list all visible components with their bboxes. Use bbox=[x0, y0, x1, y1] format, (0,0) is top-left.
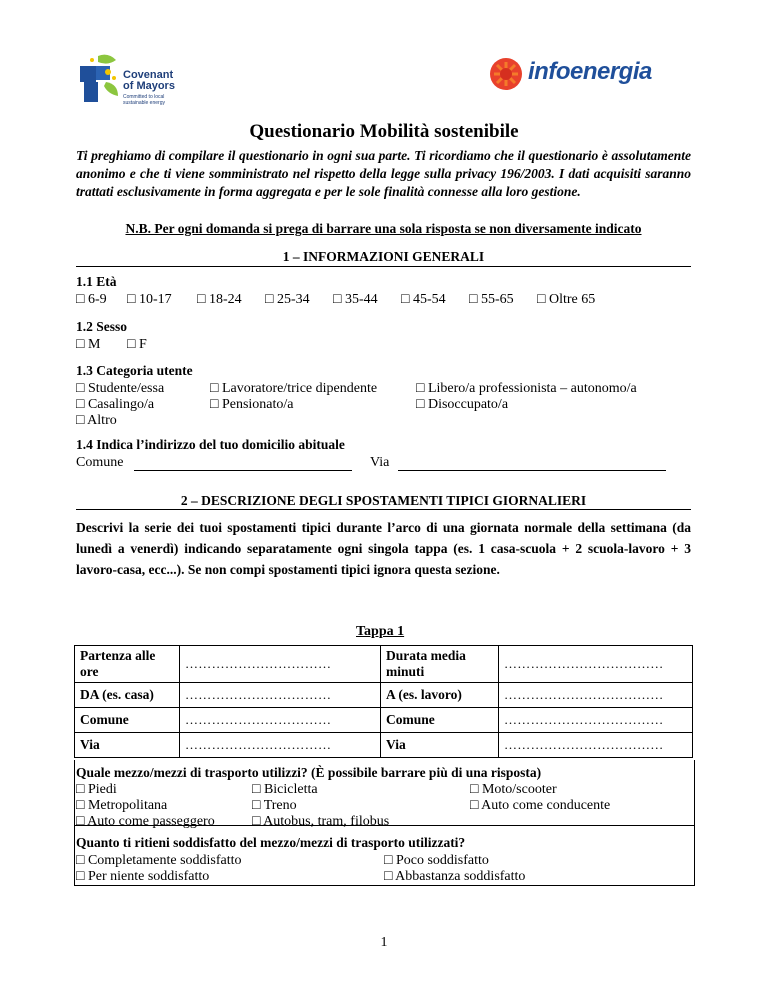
age-option-55-65[interactable]: □ 55-65 bbox=[469, 292, 514, 307]
mezzo-option-moto[interactable]: □ Moto/scooter bbox=[470, 782, 557, 797]
row-value-field[interactable]: ……………………………… bbox=[499, 708, 693, 733]
mezzo-option-piedi[interactable]: □ Piedi bbox=[76, 782, 117, 797]
category-option-pensionato[interactable]: □ Pensionato/a bbox=[210, 397, 294, 412]
category-option-casalingo[interactable]: □ Casalingo/a bbox=[76, 397, 155, 412]
table-row bbox=[75, 733, 693, 758]
table-row bbox=[75, 683, 693, 708]
category-option-altro[interactable]: □ Altro bbox=[76, 413, 117, 428]
row-value-field[interactable]: ……………………………… bbox=[499, 733, 693, 758]
row-value-field[interactable]: …………………………… bbox=[180, 708, 381, 733]
covenant-tagline: Committed to local sustainable energy bbox=[123, 94, 165, 106]
age-option-18-24[interactable]: □ 18-24 bbox=[197, 292, 242, 307]
mezzo-option-treno[interactable]: □ Treno bbox=[252, 798, 297, 813]
page-title: Questionario Mobilità sostenibile bbox=[249, 121, 519, 142]
mezzo-option-autobus[interactable]: □ Autobus, tram, filobus bbox=[252, 814, 390, 829]
age-option-35-44[interactable]: □ 35-44 bbox=[333, 292, 378, 307]
sex-option-m[interactable]: □ M bbox=[76, 337, 101, 352]
row-label: Partenza alle ore bbox=[75, 646, 180, 683]
covenant-of-mayors-logo bbox=[78, 50, 196, 114]
section1-heading: 1 – INFORMAZIONI GENERALI bbox=[282, 249, 485, 264]
table-row bbox=[75, 708, 693, 733]
mezzo-option-metropolitana[interactable]: □ Metropolitana bbox=[76, 798, 168, 813]
via-input-line[interactable] bbox=[398, 470, 666, 471]
row-label: Comune bbox=[75, 708, 180, 733]
row-value-field[interactable]: ……………………………… bbox=[499, 683, 693, 708]
sex-option-f[interactable]: □ F bbox=[127, 337, 147, 352]
row-value-field[interactable]: …………………………… bbox=[180, 683, 381, 708]
row-label: Comune bbox=[381, 708, 499, 733]
tappa-table bbox=[74, 645, 693, 758]
infoenergia-emblem-icon bbox=[488, 56, 524, 92]
covenant-emblem-icon bbox=[78, 52, 122, 112]
mezzo-option-auto-passeggero[interactable]: □ Auto come passeggero bbox=[76, 814, 215, 829]
nb-note: N.B. Per ogni domanda si prega di barrare una sola risposta se non diversamente indicato bbox=[125, 221, 642, 236]
row-label: DA (es. casa) bbox=[75, 683, 180, 708]
covenant-line2: of Mayors bbox=[123, 80, 175, 92]
covenant-line1: Covenant bbox=[123, 69, 174, 81]
table-row bbox=[75, 646, 693, 683]
mezzo-option-auto-conducente[interactable]: □ Auto come conducente bbox=[470, 798, 611, 813]
age-option-25-34[interactable]: □ 25-34 bbox=[265, 292, 310, 307]
soddisfazione-label: Quanto ti ritieni soddisfatto del mezzo/mezzi di trasporto utilizzati? bbox=[76, 835, 466, 850]
age-option-45-54[interactable]: □ 45-54 bbox=[401, 292, 446, 307]
age-option-6-9[interactable]: □ 6-9 bbox=[76, 292, 107, 307]
soddisfazione-option-completamente[interactable]: □ Completamente soddisfatto bbox=[76, 853, 242, 868]
mezzi-label: Quale mezzo/mezzi di trasporto utilizzi? (È possibile barrare più di una risposta) bbox=[76, 765, 542, 780]
via-label: Via bbox=[370, 455, 390, 470]
q2-label: 1.2 Sesso bbox=[76, 319, 128, 334]
age-option-10-17[interactable]: □ 10-17 bbox=[127, 292, 172, 307]
row-value-field[interactable]: …………………………… bbox=[180, 733, 381, 758]
comune-label: Comune bbox=[76, 455, 124, 470]
row-label: A (es. lavoro) bbox=[381, 683, 499, 708]
soddisfazione-option-abbastanza[interactable]: □ Abbastanza soddisfatto bbox=[384, 869, 526, 884]
row-label: Via bbox=[381, 733, 499, 758]
q4-label: 1.4 Indica l’indirizzo del tuo domicilio abituale bbox=[76, 437, 345, 452]
intro-text: Ti preghiamo di compilare il questionario in ogni sua parte. Ti ricordiamo che il questionario è assolutamente anonimo e che ti viene somministrato nel rispetto della legge sulla privacy 196/2003. I dati acquisiti saranno trattati esclusivamente in forma aggregata e per le sole finalità connesse alla loro gestione. bbox=[76, 148, 691, 199]
mezzo-option-bicicletta[interactable]: □ Bicicletta bbox=[252, 782, 318, 797]
category-option-libero-professionista[interactable]: □ Libero/a professionista – autonomo/a bbox=[416, 381, 637, 396]
category-option-disoccupato[interactable]: □ Disoccupato/a bbox=[416, 397, 509, 412]
section1-rule bbox=[76, 266, 691, 267]
category-option-studente[interactable]: □ Studente/essa bbox=[76, 381, 165, 396]
category-option-lavoratore[interactable]: □ Lavoratore/trice dipendente bbox=[210, 381, 378, 396]
row-value-field[interactable]: ……………………………… bbox=[499, 646, 693, 683]
section2-heading: 2 – DESCRIZIONE DEGLI SPOSTAMENTI TIPICI GIORNALIERI bbox=[180, 493, 587, 508]
soddisfazione-option-per-niente[interactable]: □ Per niente soddisfatto bbox=[76, 869, 210, 884]
row-value-field[interactable]: …………………………… bbox=[180, 646, 381, 683]
row-label: Durata media minuti bbox=[381, 646, 499, 683]
q1-label: 1.1 Età bbox=[76, 274, 117, 289]
section2-description: Descrivi la serie dei tuoi spostamenti tipici durante l’arco di una giornata normale della settimana (da lunedì a venerdì) indicando separatamente ogni singola tappa (es. 1 casa-scuola + 2 scuola-lavoro + 3 lavoro-casa, ecc...). Se non compi spostamenti tipici ignora questa sezione. bbox=[76, 520, 691, 577]
age-option-oltre-65[interactable]: □ Oltre 65 bbox=[537, 292, 596, 307]
section2-rule bbox=[76, 509, 691, 510]
comune-input-line[interactable] bbox=[134, 470, 352, 471]
soddisfazione-option-poco[interactable]: □ Poco soddisfatto bbox=[384, 853, 489, 868]
tappa-title: Tappa 1 bbox=[356, 624, 405, 639]
infoenergia-logo bbox=[488, 54, 693, 94]
page-number: 1 bbox=[380, 935, 388, 950]
q3-label: 1.3 Categoria utente bbox=[76, 363, 193, 378]
row-label: Via bbox=[75, 733, 180, 758]
infoenergia-text: infoenergia bbox=[528, 58, 652, 85]
